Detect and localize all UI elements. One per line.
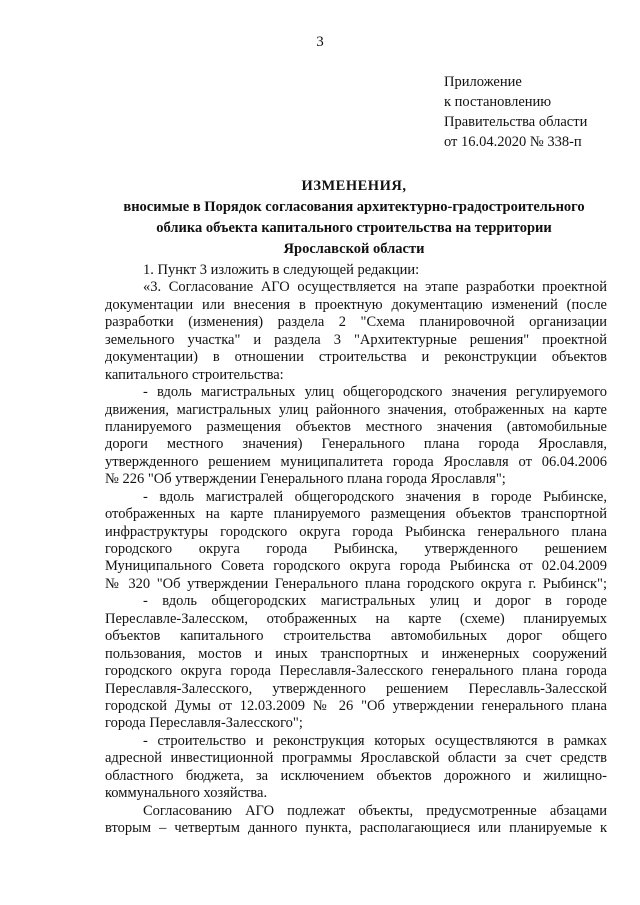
appendix-line: к постановлению	[444, 94, 552, 110]
page-number: 3	[316, 34, 324, 50]
appendix-line: Правительства области	[444, 114, 588, 130]
heading-title: ИЗМЕНЕНИЯ,	[301, 178, 407, 194]
text-line: Муниципального Совета городского округа города Рыбинска от 02.04.2009	[105, 558, 607, 575]
text-line: городского округа города Рыбинска, утвержденного решением	[105, 541, 607, 557]
text-line: № 320 "Об утверждении Генерального плана городского округа г. Рыбинск";	[105, 575, 607, 592]
body-text	[105, 262, 607, 837]
heading-line: Ярославской области	[283, 241, 425, 257]
text-line: города Переславля-Залесского";	[105, 715, 303, 732]
text-line: городского округа города Переславля-Залесского генерального плана города	[105, 663, 607, 680]
text-line: объектов капитального строительства автомобильных дорог общего	[105, 628, 607, 645]
text-line: - строительство и реконструкция которых осуществляются в рамках	[143, 732, 607, 749]
document-heading	[100, 176, 608, 260]
text-line: Переславле-Залесском, отображенных на карте (схеме) планируемых	[105, 610, 607, 627]
text-line: Переславля-Залесского, утвержденного решением Переславль-Залесской	[105, 680, 607, 697]
text-line: инфраструктуры городского округа города Рыбинска генерального плана	[105, 523, 607, 540]
appendix-block	[444, 72, 587, 152]
text-line: 1. Пункт 3 изложить в следующей редакции:	[143, 262, 420, 278]
text-line: разработки (изменения) раздела 2 "Схема планировочной организации	[105, 314, 607, 331]
text-line: капитального строительства:	[105, 366, 284, 383]
text-line: «3. Согласование АГО осуществляется на этапе разработки проектной	[143, 279, 607, 296]
text-line: Согласованию АГО подлежат объекты, предусмотренные абзацами	[143, 802, 607, 819]
text-line: - вдоль общегородских магистральных улиц и дорог в городе	[143, 593, 607, 610]
text-line: отображенных на карте планируемого размещения объектов транспортной	[105, 506, 607, 523]
text-line: утвержденного решением муниципалитета города Ярославля от 06.04.2006	[105, 453, 607, 470]
heading-line: облика объекта капитального строительства на территории	[156, 220, 552, 236]
text-line: пользования, мостов и иных транспортных и инженерных сооружений	[105, 645, 607, 662]
text-line: № 226 "Об утверждении Генерального плана города Ярославля";	[105, 471, 506, 488]
text-line: документации) в отношении строительства и реконструкции объектов	[105, 349, 607, 366]
text-line: - вдоль магистралей общегородского значения в городе Рыбинске,	[143, 488, 607, 505]
text-line: адресной инвестиционной программы Ярославской области за счет средств	[105, 750, 607, 767]
text-line: планируемого размещения объектов местного значения (автомобильные	[105, 418, 607, 435]
text-line: документации или внесения в проектную документацию изменений (после	[105, 296, 607, 313]
appendix-line: Приложение	[444, 74, 522, 90]
text-line: коммунального хозяйства.	[105, 785, 268, 802]
text-line: городской Думы от 12.03.2009 № 26 "Об утверждении генерального плана	[105, 697, 607, 714]
text-line: вторым – четвертым данного пункта, располагающиеся или планируемые к	[105, 820, 607, 836]
text-line: - вдоль магистральных улиц общегородского значения регулируемого	[143, 384, 607, 401]
appendix-line: от 16.04.2020 № 338-п	[444, 134, 582, 150]
text-line: дороги местного значения) Генерального плана города Ярославля,	[105, 436, 607, 453]
text-line: областного бюджета, за исключением объектов дорожного и жилищно-	[105, 767, 607, 784]
text-line: движения, магистральных улиц районного значения, отображенных на карте	[105, 401, 607, 418]
heading-line: вносимые в Порядок согласования архитектурно-градостроительного	[123, 199, 585, 215]
text-line: земельного участка" и раздела 3 "Архитектурные решения" проектной	[105, 331, 607, 348]
